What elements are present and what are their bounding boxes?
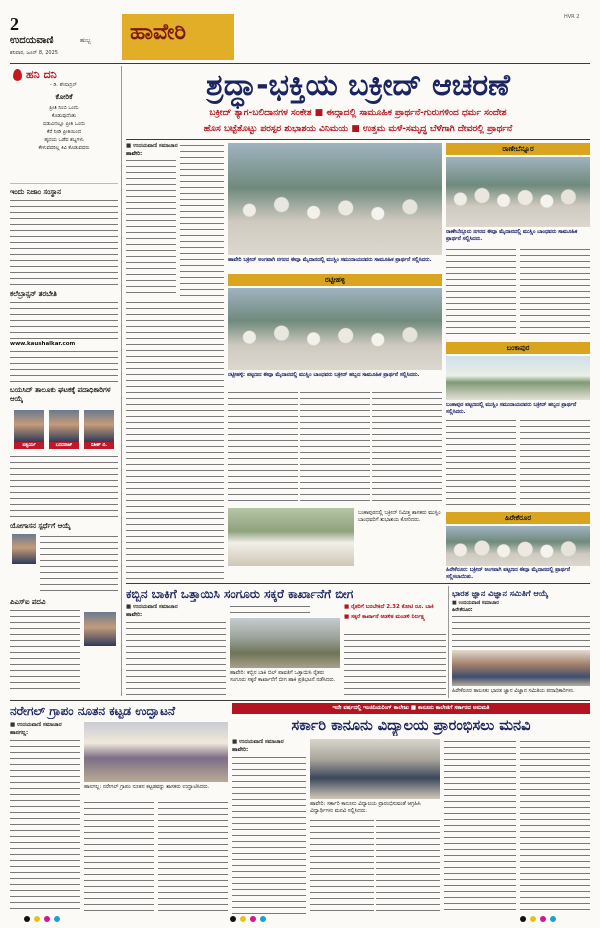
brief-body — [10, 349, 118, 383]
brief-title: ಬಯಸಿದ್ ತಾಲೂಕು ಘಟಕಕ್ಕೆ ಪದಾಧಿಕಾರಿಗಳ ಆಯ್ಕೆ — [10, 386, 111, 403]
story5-banner: ಇದೇ ವರ್ಷದಲ್ಲಿ ಇಂಜಿನಿಯರಿಂಗ್ ಕಾಲೇಜು ■ ಕಾನೂನು ಕಾಲೇಜಿಗೆ ಸರ್ಕಾರದ ಅನುಮತಿ — [232, 703, 590, 714]
portrait-name: ಸತೀಶ್ ಬಿ. — [84, 442, 114, 449]
color-dot — [34, 916, 40, 922]
story5-body — [310, 818, 374, 914]
brief-title: ಕಲೆಬ್ರಾನ್ಸನ್ ತರಬೇತಿ — [10, 290, 57, 298]
section-divider — [10, 700, 590, 701]
rattihalli-photo — [228, 288, 442, 370]
poem-line: ಕೊಡುವುದೆಂತು — [51, 113, 77, 119]
rattihalli-body — [372, 390, 442, 504]
edition-label: ಹುಬ್ಬ — [80, 37, 91, 44]
color-dot — [520, 916, 526, 922]
lead-body — [126, 300, 224, 580]
story4-headline: ನರೇಗಲ್ ಗ್ರಾಪಂ ನೂತನ ಕಟ್ಟಡ ಉದ್ಘಾಟನೆ — [10, 704, 176, 718]
color-dot — [260, 916, 266, 922]
ranebennur-body — [520, 247, 590, 339]
section-title: ಹಾವೇರಿ — [130, 20, 186, 45]
story2-body — [230, 604, 310, 616]
story2-body — [126, 620, 226, 696]
paper-name: ಉದಯವಾಣಿ — [10, 35, 54, 46]
masthead-divider — [10, 63, 590, 64]
story3-headline: ಭಾರತ ಜ್ಞಾನ ವಿಜ್ಞಾನ ಸಮಿತಿಗೆ ಆಯ್ಕೆ — [452, 589, 549, 598]
drop-icon — [13, 69, 22, 81]
portrait-photo — [14, 410, 44, 442]
story2-headline: ಕಬ್ಬಿನ ಬಾಕಿಗೆ ಒತ್ತಾಯಿಸಿ ಸಂಗೂರು ಸಕ್ಕರೆ ಕಾರ್ಖಾನೆಗೆ ಬೀಗ — [126, 587, 354, 601]
page-number: 2 — [10, 14, 19, 34]
story2-kicker: ■ ಸಕ್ಕರೆ ಕಾರ್ಖಾನೆ ಆಡಳಿತ ಮಂಡಳಿ ನಿರ್ಲಕ್ಷ್ಯ — [344, 614, 425, 620]
brief-title: ಯೋಗಾಸನ ಸ್ಪರ್ಧೆಗೆ ಆಯ್ಕೆ — [10, 522, 71, 530]
color-dot — [230, 916, 236, 922]
rattihalli-body — [228, 390, 298, 504]
story5-body — [520, 739, 590, 914]
section-divider — [126, 583, 590, 584]
color-dot — [44, 916, 50, 922]
story4-body — [10, 738, 80, 914]
sidebar-rule — [121, 66, 122, 696]
bankapur-label: ಬಂಕಾಪುರ — [446, 342, 590, 354]
story3-body — [452, 614, 590, 648]
ranebennur-body — [446, 247, 516, 339]
story2-dateline: ಹಾವೇರಿ: — [126, 612, 143, 618]
lead-deck: ಹೊಸ ಬಟ್ಟೆತೊಟ್ಟು ಪರಸ್ಪರ ಶುಭಾಶಯ ವಿನಿಮಯ ■ ಉತ್ತಮ ಮಳೆ-ಸಮೃದ್ಧ ಬೆಳೆಗಾಗಿ ದೇವರಲ್ಲಿ ಪ್ರಾರ್ಥನೆ — [203, 124, 513, 134]
lead-body — [126, 158, 176, 298]
bankapur-body — [520, 418, 590, 510]
brand-author: - ಡಿ. ಶೇಷಾದ್ರಿನ್ — [50, 82, 78, 88]
lead-deck-rule — [126, 139, 590, 140]
brief-body — [10, 198, 118, 286]
story2-body — [344, 632, 446, 696]
brief-body — [10, 454, 118, 518]
brief-body — [10, 300, 118, 340]
hirekerur-label: ಹಿರೇಕೆರೂರ — [446, 512, 590, 524]
lead-deck: ಬಕ್ರೀದ್ ತ್ಯಾಗ-ಬಲಿದಾನಗಳ ಸಂಕೇತ ■ ಈದ್ಗಾದಲ್ಲಿ ಸಾಮೂಹಿಕ ಪ್ರಾರ್ಥನೆ-ಗುರುಗಳಿಂದ ಧರ್ಮ ಸಂದೇಶ — [209, 108, 507, 118]
color-dot — [24, 916, 30, 922]
story4-body — [84, 800, 154, 914]
date-line: ಶನಿವಾರ, ಜೂನ್ 8, 2025 — [10, 50, 58, 56]
story4-dateline: ಹಾನಗಲ್ಲ: — [10, 730, 29, 736]
website-text: www.kaushalkar.com — [10, 341, 76, 347]
lead-headline: ಶ್ರದ್ಧಾ-ಭಕ್ತಿಯ ಬಕ್ರೀದ್ ಆಚರಣೆ — [206, 68, 510, 103]
story5-body — [444, 739, 516, 914]
portrait-photo — [49, 410, 79, 442]
brand-title: ಹನಿ ದನಿ — [26, 68, 57, 81]
color-dot — [250, 916, 256, 922]
story5-photo — [310, 739, 440, 799]
color-dot — [550, 916, 556, 922]
poem-line: ಬಿಡುವಿನಲ್ಲೂ ಪ್ರೀತಿ ಒಂದು — [42, 121, 86, 127]
story4-photo — [84, 722, 228, 782]
story4-byline: ■ ಉದಯವಾಣಿ ಸಮಾಚಾರ — [10, 722, 62, 728]
greeting-photo — [228, 508, 354, 566]
story5-byline: ■ ಉದಯವಾಣಿ ಸಮಾಚಾರ — [232, 739, 284, 745]
ranebennur-photo — [446, 157, 590, 227]
lead-dateline: ಹಾವೇರಿ: — [126, 151, 143, 157]
portrait-photo — [12, 534, 36, 564]
lead-photo-caption: ಹಾವೇರಿ ಬಕ್ರೀದ್ ಅಂಗವಾಗಿ ನಗರದ ಈದ್ಗಾ ಮೈದಾನದಲ್ಲಿ ಮುಸ್ಲಿಂ ಸಮುದಾಯದವರು ಸಾಮೂಹಿಕ ಪ್ರಾರ್ಥನೆ ಸಲ್ಲಿಸಿದರು. — [228, 257, 432, 263]
greeting-caption: ಬಂಕಾಪುರದಲ್ಲಿ ಬಕ್ರೀದ್ ನಿಮಿತ್ತ ಶಾಸಕರು ಮುಸ್ಲಿಂ ಬಾಂಧವರಿಗೆ ಶುಭಾಶಯ ಕೋರಿದರು. — [358, 510, 441, 523]
story2-photo — [230, 618, 340, 668]
brief-body — [10, 608, 80, 692]
poem-title: ಕೋರಿಕೆ — [55, 93, 73, 101]
lead-photo — [228, 143, 442, 255]
poem-line: ಕೆರೆ ನೀಡಿ ಪ್ರೀತಿಯಿಂದ — [46, 129, 82, 135]
portrait-photo — [84, 612, 116, 646]
story4-photo-caption: ಹಾನಗಲ್ಲ: ನರೇಗಲ್ ಗ್ರಾಪಂ ನೂತನ ಕಟ್ಟಡವನ್ನು ಶಾಸಕರು ಉದ್ಘಾಟಿಸಿದರು. — [84, 784, 210, 790]
portrait-name: ಬಸವರಾಜ್ — [49, 442, 79, 449]
brief-title: ಇಂದು ನಿಜಾಂ ಸಂಸ್ಥಾನ — [10, 188, 62, 196]
bankapur-caption: ಬಂಕಾಪುರ ಪಟ್ಟಣದಲ್ಲಿ ಮುಸ್ಲಿಂ ಸಮುದಾಯದವರು ಬಕ್ರೀದ್ ಹಬ್ಬದ ಪ್ರಾರ್ಥನೆ ಸಲ್ಲಿಸಿದರು. — [446, 402, 577, 415]
hirekerur-caption: ಹಿರೇಕೆರೂರ: ಬಕ್ರೀದ್ ಅಂಗವಾಗಿ ಪಟ್ಟಣದ ಈದ್ಗಾ ಮೈದಾನದಲ್ಲಿ ಪ್ರಾರ್ಥನೆ ಸಲ್ಲಿಸಲಾಯಿತು. — [446, 567, 570, 580]
story5-body — [232, 755, 306, 914]
hirekerur-photo — [446, 526, 590, 566]
color-dot — [530, 916, 536, 922]
lead-body — [180, 143, 224, 298]
portrait-photo — [84, 410, 114, 442]
story2-byline: ■ ಉದಯವಾಣಿ ಸಮಾಚಾರ — [126, 604, 178, 610]
poem-line: ಹೃದಯ ಒಡೆವ ಶಬ್ದಗಳು — [44, 137, 84, 143]
ranebennur-label: ರಾಣೇಬೆನ್ನೂರ — [446, 143, 590, 155]
rattihalli-label: ರಟ್ಟೀಹಳ್ಳಿ — [228, 274, 442, 286]
story5-body — [376, 818, 440, 914]
story5-dateline: ಹಾವೇರಿ: — [232, 747, 249, 753]
sidebar — [10, 66, 118, 606]
sidebar-continued — [10, 608, 118, 698]
masthead — [10, 14, 590, 62]
rattihalli-body — [300, 390, 370, 504]
ranebennur-caption: ರಾಣೇಬೆನ್ನೂರು ನಗರದ ಈದ್ಗಾ ಮೈದಾನದಲ್ಲಿ ಮುಸ್ಲಿಂ ಬಾಂಧವರು ಸಾಮೂಹಿಕ ಪ್ರಾರ್ಥನೆ ಸಲ್ಲಿಸಿದರು. — [446, 229, 578, 242]
story3-photo-caption: ಹಿರೇಕೆರೂರ ತಾಲೂಕು ಭಾರತ ಜ್ಞಾನ ವಿಜ್ಞಾನ ಸಮಿತಿಯ ಪದಾಧಿಕಾರಿಗಳು. — [452, 688, 575, 694]
color-dot — [240, 916, 246, 922]
color-dot — [54, 916, 60, 922]
story5-photo-caption: ಹಾವೇರಿ: ಸರ್ಕಾರಿ ಕಾನೂನು ವಿದ್ಯಾಲಯ ಪ್ರಾರಂಭಿಸುವಂತೆ ಆಗ್ರಹಿಸಿ ವಿದ್ಯಾರ್ಥಿಗಳು ಮನವಿ ಸಲ್ಲಿಸಿದರು. — [310, 801, 421, 814]
hani-dani-box — [10, 66, 118, 184]
portrait-name: ಐಶ್ವರ್ಯ — [14, 442, 44, 449]
bankapur-body — [446, 418, 516, 510]
poem-line: ಕೇಳುವವರಿಲ್ಲ ಕಿವಿ ಕೊಡುವವರು — [38, 145, 90, 151]
poem-line: ಪ್ರೀತಿ ನಿಂಬಿ ಒಂದು — [49, 105, 79, 111]
story3-byline: ■ ಉದಯವಾಣಿ ಸಮಾಚಾರ — [452, 600, 499, 606]
rattihalli-caption: ರಟ್ಟೀಹಳ್ಳಿ: ಪಟ್ಟಣದ ಈದ್ಗಾ ಮೈದಾನದಲ್ಲಿ ಮುಸ್ಲಿಂ ಬಾಂಧವರು ಬಕ್ರೀದ್ ಹಬ್ಬದ ಸಾಮೂಹಿಕ ಪ್ರಾರ್ಥನೆ ಸಲ್ಲಿಸಿದರು. — [228, 372, 420, 378]
story2-kicker: ■ ರೈತರಿಗೆ ಬರಬೇಕಿದೆ 2.32 ಕೋಟಿ ರೂ. ಬಾಕಿ — [344, 604, 434, 610]
story3-photo — [452, 650, 590, 686]
brief-title: ಪಿಎಸ್ಐ ಪದವಿ — [10, 598, 46, 606]
color-dot — [540, 916, 546, 922]
registration-marks — [0, 916, 600, 924]
lead-byline: ■ ಉದಯವಾಣಿ ಸಮಾಚಾರ — [126, 143, 178, 149]
bankapur-photo — [446, 356, 590, 400]
brief-body — [40, 534, 118, 594]
story5-headline: ಸರ್ಕಾರಿ ಕಾನೂನು ವಿದ್ಯಾಲಯ ಪ್ರಾರಂಭಿಸಲು ಮನವಿ — [291, 718, 531, 734]
story3-dateline: ಹಿರೇಕೆರೂರ: — [452, 607, 473, 613]
page-corner-label: HVR 2 — [564, 14, 580, 20]
story2-photo-caption: ಹಾವೇರಿ: ಕಬ್ಬಿನ ಬಾಕಿ ಬಿಲ್ ಪಾವತಿಗೆ ಒತ್ತಾಯಿಸಿ ರೈತರು ಸಂಗೂರು ಸಕ್ಕರೆ ಕಾರ್ಖಾನೆಗೆ ಬೀಗ ಹಾಕಿ ಪ್ರತಿಭಟನೆ ನಡೆಸಿದರು. — [230, 670, 336, 683]
poem-body — [10, 104, 118, 152]
story4-body — [158, 800, 228, 914]
